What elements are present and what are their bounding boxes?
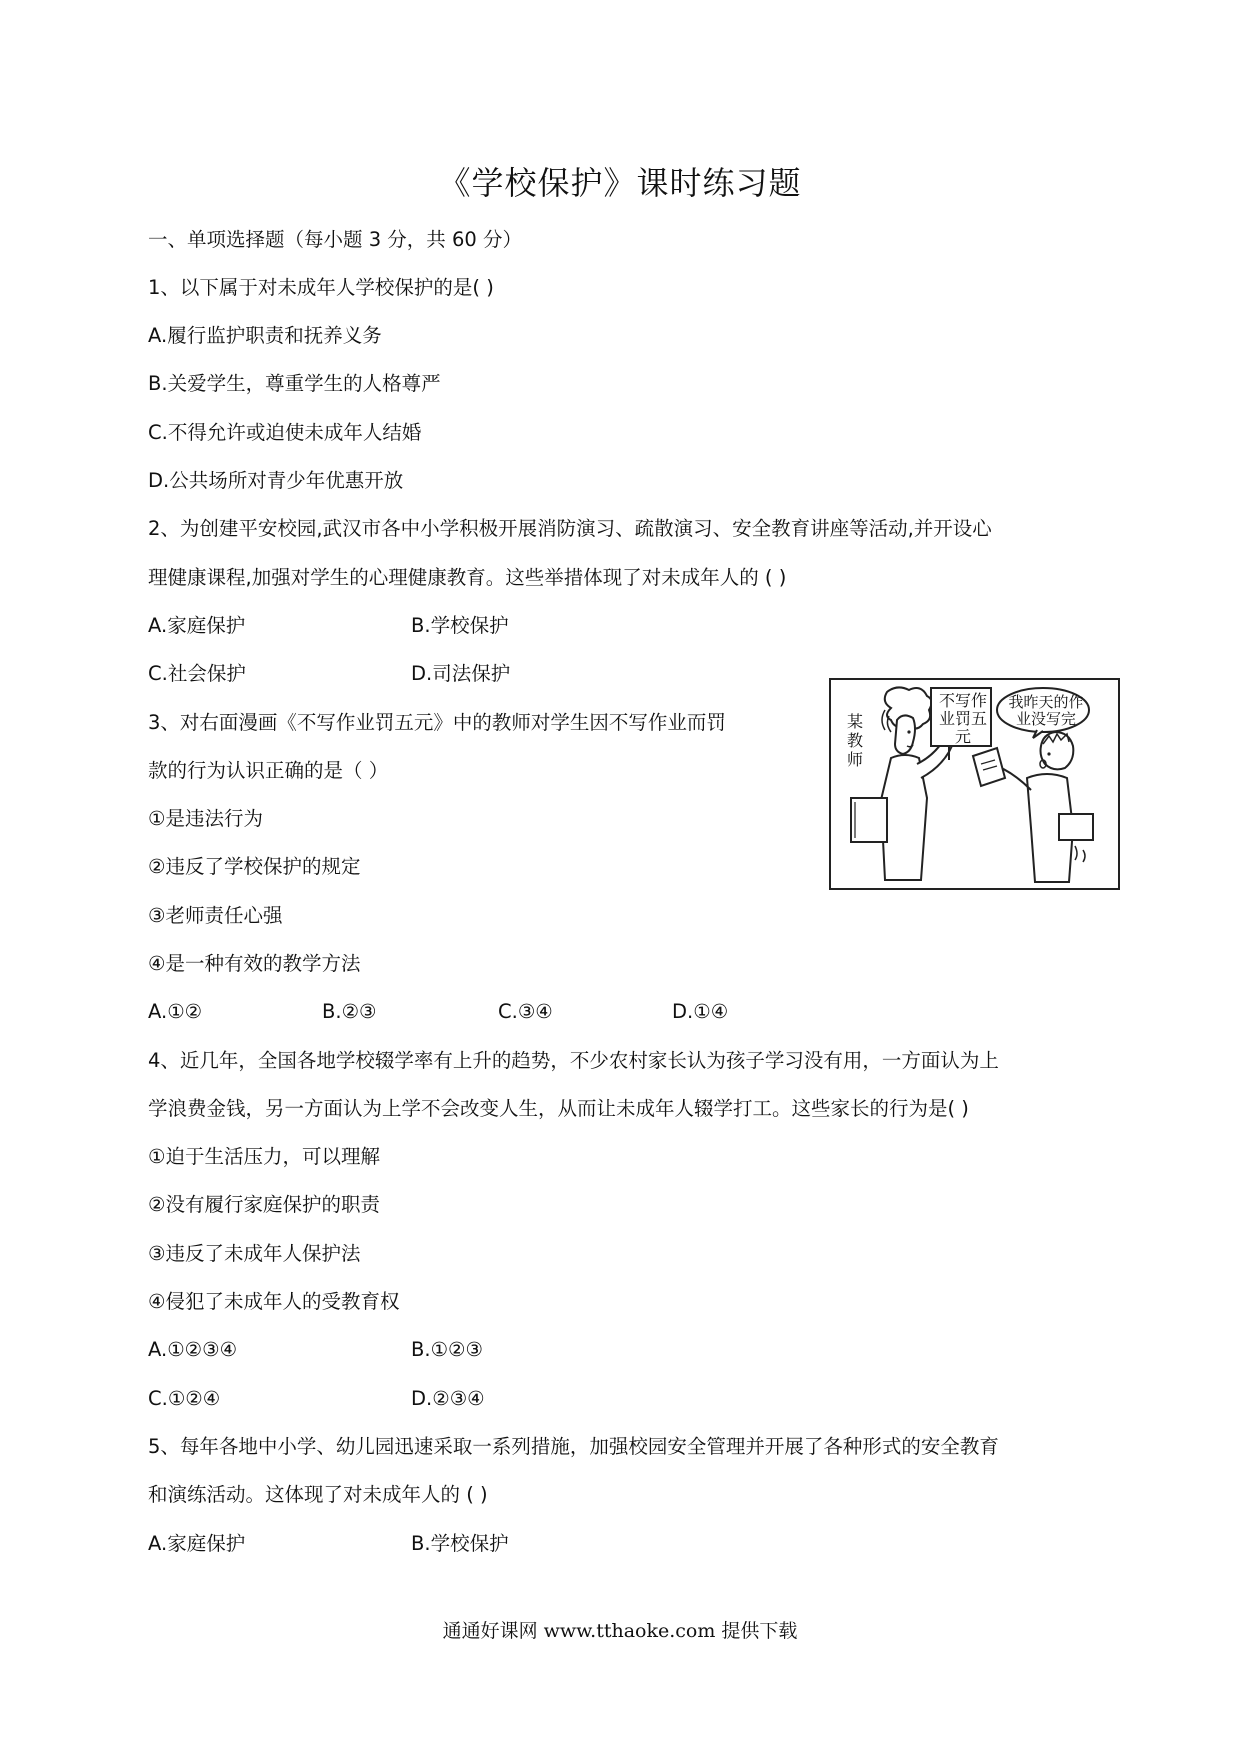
q3-option-c: C.③④: [498, 1000, 553, 1023]
q2-option-b: B.学校保护: [411, 614, 509, 637]
q4-statement-2: ②没有履行家庭保护的职责: [148, 1193, 380, 1216]
q2-option-a: A.家庭保护: [148, 614, 246, 637]
q3-statement-4: ④是一种有效的教学方法: [148, 952, 361, 975]
q4-stem-line1: 4、近几年，全国各地学校辍学率有上升的趋势，不少农村家长认为孩子学习没有用，一方面认为上: [148, 1049, 999, 1072]
q2-stem-line2: 理健康课程,加强对学生的心理健康教育。这些举措体现了对未成年人的 ( ): [148, 566, 787, 589]
q2-option-d: D.司法保护: [411, 662, 511, 685]
q5-stem-line2: 和演练活动。这体现了对未成年人的 ( ): [148, 1483, 488, 1506]
section-heading: 一、单项选择题（每小题 3 分，共 60 分）: [148, 228, 523, 251]
q3-statement-3: ③老师责任心强: [148, 904, 283, 927]
q3-option-d: D.①④: [672, 1000, 729, 1023]
page-title: 《学校保护》课时练习题: [438, 164, 802, 202]
q4-option-c: C.①②④: [148, 1387, 221, 1410]
q5-stem-line1: 5、每年各地中小学、幼儿园迅速采取一系列措施，加强校园安全管理并开展了各种形式的安全教育: [148, 1435, 999, 1458]
q1-option-d: D.公共场所对青少年优惠开放: [148, 469, 404, 492]
q3-stem-line1: 3、对右面漫画《不写作业罚五元》中的教师对学生因不写作业而罚: [148, 711, 726, 734]
q3-statement-2: ②违反了学校保护的规定: [148, 855, 361, 878]
q5-option-b: B.学校保护: [411, 1532, 509, 1555]
q4-statement-1: ①迫于生活压力，可以理解: [148, 1145, 380, 1168]
q1-option-a: A.履行监护职责和抚养义务: [148, 324, 382, 347]
cartoon-speech-bubble: 我昨天的作业没写完: [1008, 693, 1084, 728]
q3-option-b: B.②③: [322, 1000, 377, 1023]
q1-option-c: C.不得允许或迫使未成年人结婚: [148, 421, 422, 444]
q4-option-b: B.①②③: [411, 1338, 484, 1361]
q1-stem: 1、以下属于对未成年人学校保护的是( ): [148, 276, 494, 299]
cartoon-teacher-label: 某教师: [847, 712, 864, 769]
q4-statement-4: ④侵犯了未成年人的受教育权: [148, 1290, 400, 1313]
cartoon-illustration: [829, 678, 1120, 890]
cartoon-sign-text: 不写作业罚五元: [938, 691, 987, 746]
q3-option-a: A.①②: [148, 1000, 203, 1023]
q4-option-a: A.①②③④: [148, 1338, 238, 1361]
q3-stem-line2: 款的行为认识正确的是（ ）: [148, 759, 389, 782]
page-footer: 通通好课网 www.tthaoke.com 提供下载: [442, 1620, 798, 1642]
q2-option-c: C.社会保护: [148, 662, 246, 685]
q4-statement-3: ③违反了未成年人保护法: [148, 1242, 361, 1265]
q3-statement-1: ①是违法行为: [148, 807, 263, 830]
q4-stem-line2: 学浪费金钱，另一方面认为上学不会改变人生，从而让未成年人辍学打工。这些家长的行为是( ): [148, 1097, 969, 1120]
q1-option-b: B.关爱学生，尊重学生的人格尊严: [148, 372, 441, 395]
q5-option-a: A.家庭保护: [148, 1532, 246, 1555]
q2-stem-line1: 2、为创建平安校园,武汉市各中小学积极开展消防演习、疏散演习、安全教育讲座等活动,并开设心: [148, 517, 992, 540]
q4-option-d: D.②③④: [411, 1387, 485, 1410]
